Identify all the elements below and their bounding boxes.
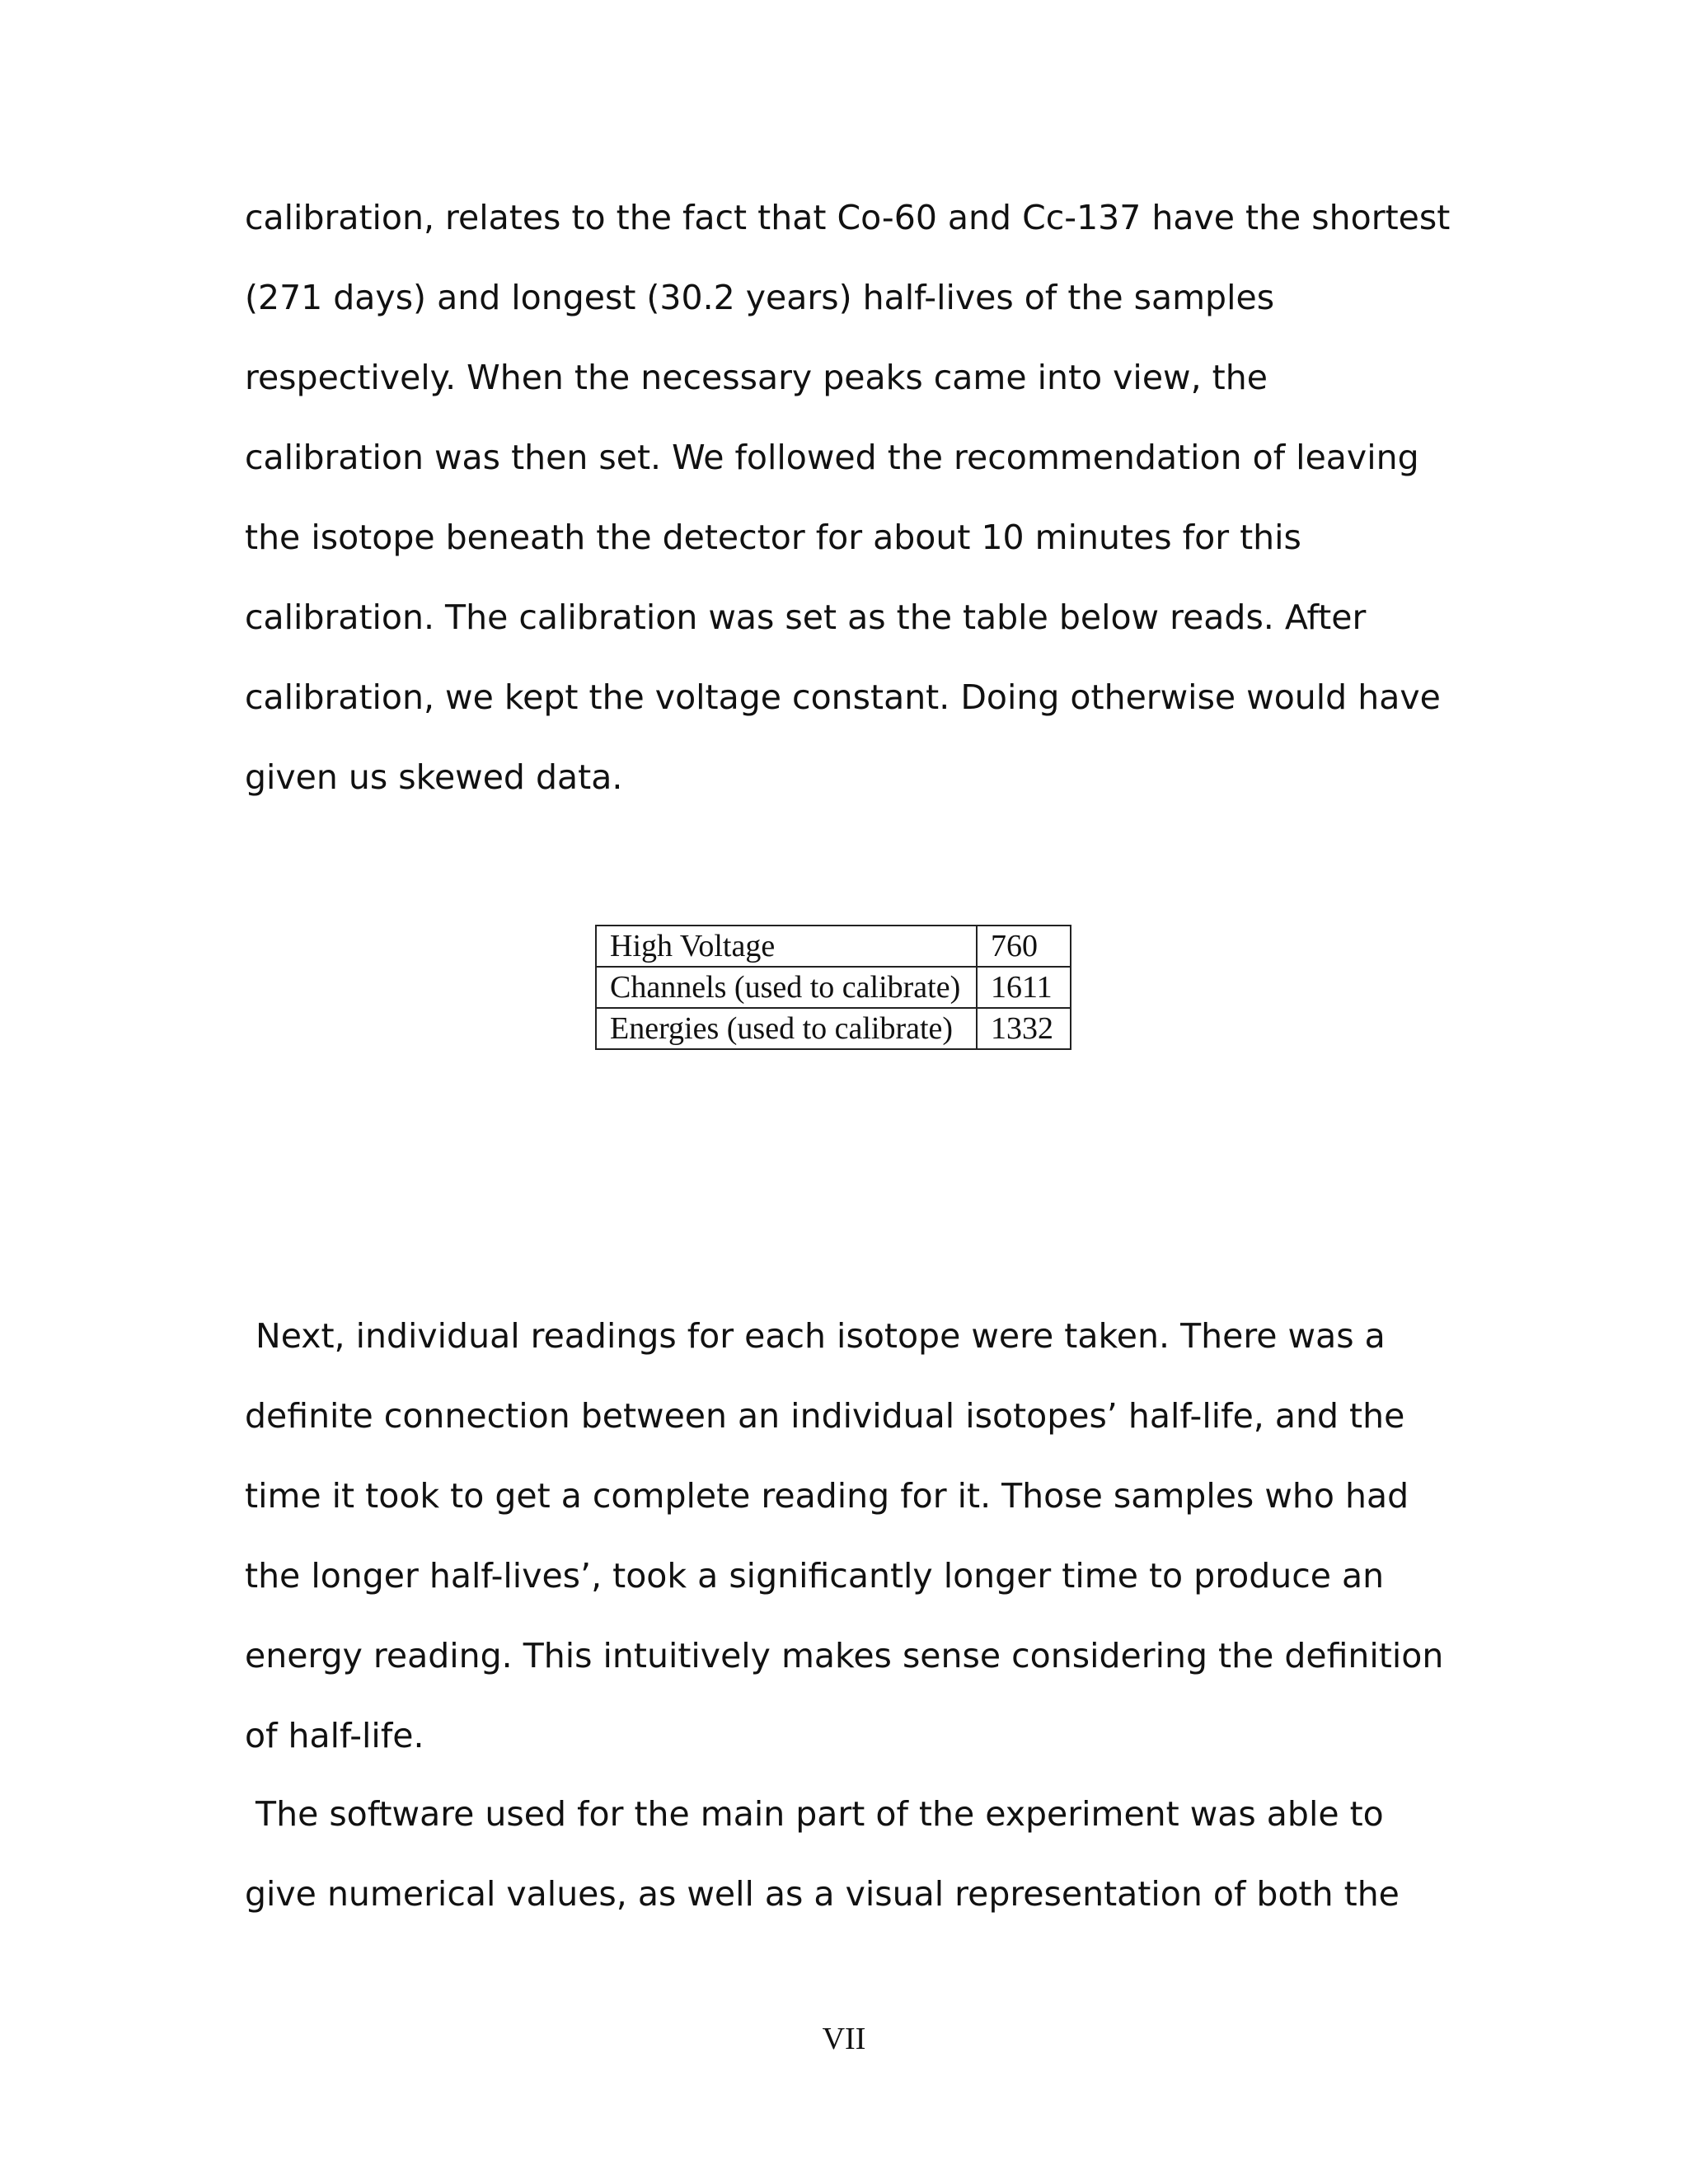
text-line: calibration was then set. We followed the recommendation of leaving	[245, 438, 1419, 477]
text-line: given us skewed data.	[245, 757, 623, 797]
table-cell-value: 760	[977, 926, 1071, 967]
text-line: Next, individual readings for each isotope were taken. There was a	[245, 1316, 1386, 1356]
text-line: give numerical values, as well as a visual representation of both the	[245, 1874, 1400, 1914]
table-row	[596, 1008, 1071, 1049]
text-line: respectively. When the necessary peaks came into view, the	[245, 358, 1268, 397]
table-cell-label: Energies (used to calibrate)	[596, 1008, 977, 1049]
text-line: (271 days) and longest (30.2 years) half-lives of the samples	[245, 278, 1275, 317]
text-line: definite connection between an individual isotopes’ half-life, and the	[245, 1396, 1405, 1436]
paragraph-calibration	[245, 178, 1451, 818]
text-line: energy reading. This intuitively makes sense considering the definition	[245, 1636, 1444, 1675]
text-line: the isotope beneath the detector for about 10 minutes for this	[245, 518, 1301, 557]
text-line: calibration. The calibration was set as the table below reads. After	[245, 598, 1367, 637]
text-line: of half-life.	[245, 1716, 424, 1755]
paragraph-readings	[245, 1296, 1448, 1776]
text-line: calibration, relates to the fact that Co-60 and Cc-137 have the shortest	[245, 198, 1451, 237]
text-line: the longer half-lives’, took a significantly longer time to produce an	[245, 1556, 1385, 1596]
table-cell-label: High Voltage	[596, 926, 977, 967]
table-row	[596, 967, 1071, 1008]
text-line: calibration, we kept the voltage constant. Doing otherwise would have	[245, 677, 1441, 717]
calibration-table	[595, 925, 1071, 1050]
table-row	[596, 926, 1071, 967]
page-number: VII	[822, 2022, 866, 2056]
paragraph-software	[245, 1774, 1448, 1934]
text-line: The software used for the main part of the experiment was able to	[245, 1794, 1384, 1834]
table-cell-value: 1332	[977, 1008, 1071, 1049]
text-line: time it took to get a complete reading for it. Those samples who had	[245, 1476, 1409, 1516]
table-cell-value: 1611	[977, 967, 1071, 1008]
table-cell-label: Channels (used to calibrate)	[596, 967, 977, 1008]
